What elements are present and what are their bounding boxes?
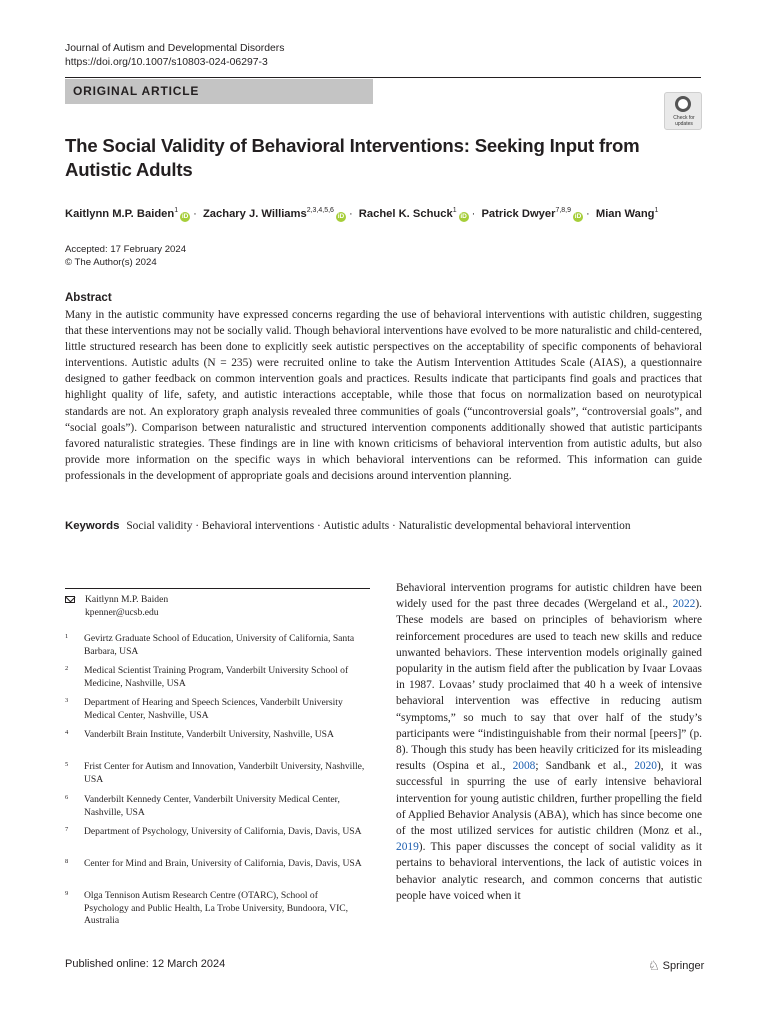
author-separator: · — [471, 208, 476, 220]
publication-dates — [65, 243, 186, 269]
orcid-icon[interactable]: iD — [337, 213, 345, 220]
affiliation-item: 6 Vanderbilt Kennedy Center, Vanderbilt University Medical Center, Nashville, USA — [65, 794, 340, 818]
corresponding-email[interactable]: kpenner@ucsb.edu — [85, 607, 159, 618]
orcid-icon[interactable]: iD — [181, 213, 189, 220]
header-rule — [65, 77, 701, 78]
publisher-name: Springer — [662, 960, 705, 972]
author-list — [65, 203, 715, 222]
author-name[interactable]: Mian Wang — [595, 208, 655, 220]
author-name[interactable]: Zachary J. Williams — [202, 208, 307, 220]
journal-header — [65, 42, 284, 70]
published-online: Published online: 12 March 2024 — [65, 958, 226, 970]
affiliation-item: 4 Vanderbilt Brain Institute, Vanderbilt University, Nashville, USA — [65, 729, 334, 740]
affiliation-item: 3 Department of Hearing and Speech Sciences, Vanderbilt University Medical Center, Nashville, USA — [65, 697, 343, 721]
affiliation-item: 7 Department of Psychology, University of California, Davis, Davis, USA — [65, 826, 362, 837]
author-affil-sup: 7,8,9 — [555, 207, 572, 214]
article-title: The Social Validity of Behavioral Interventions: Seeking Input from Autistic Adults — [65, 135, 640, 180]
author-affil-sup: 1 — [174, 207, 179, 214]
doi-link[interactable]: https://doi.org/10.1007/s10803-024-06297-3 — [65, 57, 268, 68]
author-separator: · — [348, 208, 353, 220]
corresponding-name: Kaitlynn M.P. Baiden — [85, 594, 169, 605]
accepted-date: Accepted: 17 February 2024 — [65, 244, 187, 255]
author-separator: · — [193, 208, 197, 220]
author-name[interactable]: Kaitlynn M.P. Baiden — [65, 208, 175, 220]
journal-name: Journal of Autism and Developmental Disorders — [65, 43, 285, 54]
keywords-list: Social validity · Behavioral interventions · Autistic adults · Naturalistic developmental behavioral intervention — [126, 520, 631, 532]
citation-link[interactable]: 2022 — [672, 598, 696, 611]
author-separator: · — [586, 208, 590, 220]
citation-link[interactable]: 2020 — [634, 760, 657, 773]
affiliation-item: 2 Medical Scientist Training Program, Vanderbilt University School of Medicine, Nashville, USA — [65, 665, 349, 689]
footnote-rule — [65, 588, 370, 589]
orcid-icon[interactable]: iD — [574, 213, 582, 220]
abstract-heading: Abstract — [65, 292, 112, 304]
orcid-icon[interactable]: iD — [460, 213, 467, 220]
keywords-heading: Keywords — [65, 520, 120, 532]
affiliation-item: 5 Frist Center for Autism and Innovation, Vanderbilt University, Nashville, USA — [65, 761, 365, 785]
publisher-logo — [648, 958, 704, 974]
author-name[interactable]: Rachel K. Schuck — [358, 208, 453, 220]
citation-link[interactable]: 2008 — [512, 760, 536, 773]
envelope-icon — [65, 596, 75, 603]
author-affil-sup: 1 — [452, 207, 457, 214]
affiliation-item: 8 Center for Mind and Brain, University of California, Davis, Davis, USA — [65, 858, 362, 869]
citation-link[interactable]: 2019 — [396, 841, 419, 854]
abstract-text: Many in the autistic community have expressed concerns regarding the use of behavioral interventions with autistic children, suggesting that these interventions may not be socially valid. Though behavioral interventions have evolved to be more naturalistic and child-centered, little structured research has been done to explicitly seek autistic perspectives on the acceptability of specific components of behavioral interventions. Autistic adults (N = 235) were recruited online to take the Autism Intervention Attitudes Scale (AIAS), a questionnaire designed to gather feedback on common intervention goals and practices. Results indicate that participants find goals and practices that highlight quality of life, safety, and autistic interactions acceptable, while those that focus on normalization based on neurotypical standards are not. An exploratory graph analysis revealed three communities of goals (“uncontroversial goals”, “controversial goals”, and “social goals”). Comparison between naturalistic and structured intervention components additionally showed that autistic participants favored naturalistic strategies. These findings are in line with known criticisms of behavioral intervention from autistic adults, but also provide more information on the specific ways in which behavioral interventions can be reformed. This information can guide professionals in the development of appropriate goals and decisions around intervention planning. — [65, 309, 702, 482]
body-text: Behavioral intervention programs for autistic children have been widely used for the past three decades (Wergeland et al., 2022). These models are based on principles of behaviorism where reinforcement procedures are used to teach new skills and reduce unwanted behaviors. These intervention models originally gained popularity in the autism field after the publication by Ivaar Lovaas in 1987. Lovaas’ study proclaimed that 40 h a week of intensive behavioral intervention was effective in reducing autism “symptoms,” so much to say that over half of the study’s participants were “indistinguishable from their normal [peers]” (p. 8). Though this study has been heavily criticized for its misleading results (Ospina et al., 2008; Sandbank et al., 2020), it was successful in spurring the use of early intensive behavioral intervention for young autistic children, further propelling the field of Applied Behavior Analysis (ABA), which has since become one of the most utilized services for autistic children (Monz et al., 2019). This paper discusses the concept of social validity as it pertains to behavioral interventions, the lack of autistic voices in behavior analytic research, and common concerns that autistic people have voiced when it — [396, 582, 702, 902]
affiliation-item: 9 Olga Tennison Autism Research Centre (OTARC), School of Psychology and Public Health, La Trobe University, Bundoora, VIC, Australia — [65, 890, 349, 927]
affiliation-item: 1 Gevirtz Graduate School of Education, University of California, Santa Barbara, USA — [65, 633, 355, 657]
author-affil-sup: 2,3,4,5,6 — [306, 207, 334, 214]
article-type-banner: ORIGINAL ARTICLE — [65, 79, 373, 104]
author-affil-sup: 1 — [654, 207, 659, 214]
check-for-updates-badge[interactable] — [664, 92, 702, 130]
check-updates-label: Check for updates — [673, 115, 695, 127]
keywords-block — [65, 518, 702, 534]
copyright-line: © The Author(s) 2024 — [65, 257, 157, 268]
springer-horse-icon: ♘ — [648, 958, 660, 973]
author-name[interactable]: Patrick Dwyer — [481, 208, 556, 220]
check-updates-icon — [675, 96, 691, 112]
